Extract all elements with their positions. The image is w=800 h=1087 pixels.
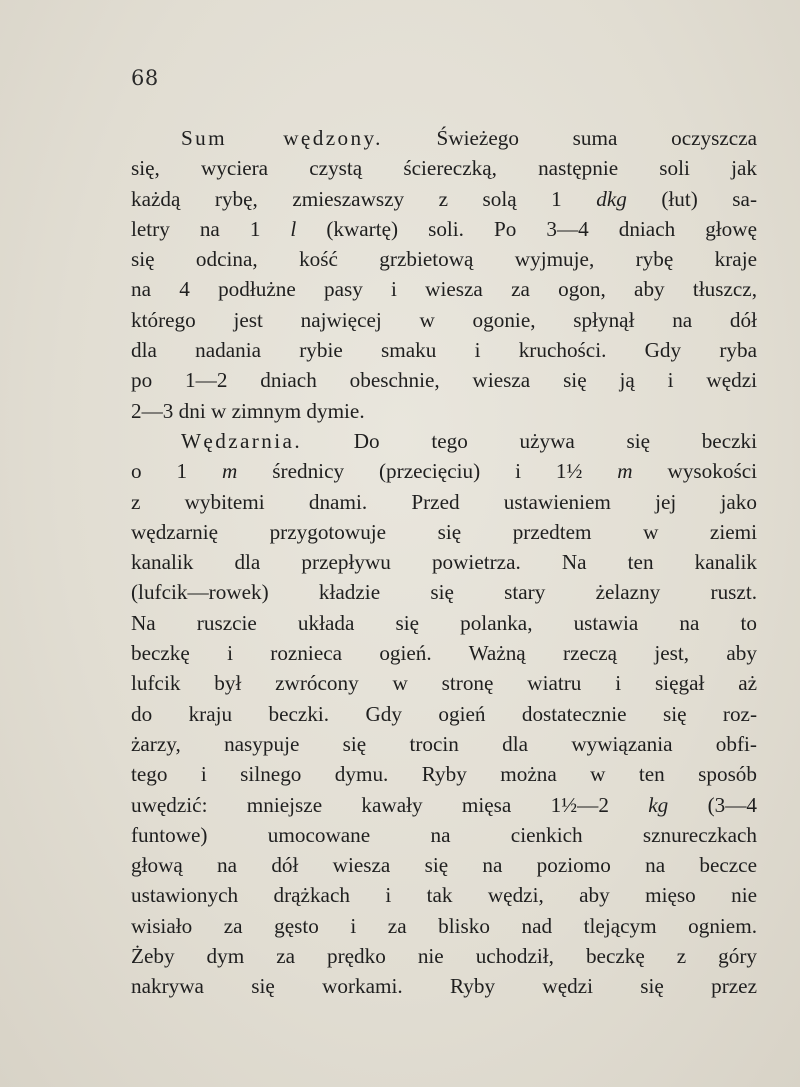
unit-italic: kg <box>648 792 669 817</box>
text-line: beczkę i roznieca ogień. Ważną rzeczą jest, aby <box>131 641 757 666</box>
text-line: funtowe) umocowane na cienkich sznureczkach <box>131 822 757 847</box>
text-line <box>131 426 757 456</box>
unit-italic: l <box>290 216 297 241</box>
text-line: Na ruszcie układa się polanka, ustawia na to <box>131 610 757 635</box>
text-segment: uwędzić: mniejsze kawały mięsa 1½—2 <box>131 792 649 817</box>
text-line: (lufcik—rowek) kładzie się stary żelazny ruszt. <box>131 580 757 605</box>
text-line: nakrywa się workami. Ryby wędzi się przez <box>131 974 757 999</box>
text-line <box>131 214 757 244</box>
page-number: 68 <box>131 66 159 90</box>
text-line: tego i silnego dymu. Ryby można w ten sposób <box>131 762 757 787</box>
text-line: Żeby dym za prędko nie uchodził, beczkę z góry <box>131 944 757 969</box>
text-line: po 1—2 dniach obeschnie, wiesza się ją i wędzi <box>131 368 757 393</box>
text-segment: średnicy (przecięciu) i 1½ <box>237 459 618 484</box>
text-line: 2—3 dni w zimnym dymie. <box>131 398 365 423</box>
text-line: ustawionych drążkach i tak wędzi, aby mięso nie <box>131 883 757 908</box>
text-line: z wybitemi dnami. Przed ustawieniem jej jako <box>131 489 757 514</box>
section-heading-wedzarnia: Wędzarnia. <box>181 428 303 453</box>
body-text <box>131 123 757 1002</box>
text-line <box>131 184 757 214</box>
text-line: wędzarnię przygotowuje się przedtem w ziemi <box>131 519 757 544</box>
text-line <box>131 456 757 486</box>
text-line: lufcik był zwrócony w stronę wiatru i sięgał aż <box>131 671 757 696</box>
text-line-content: Do tego używa się beczki <box>302 428 757 453</box>
text-segment: o 1 <box>131 459 223 484</box>
text-line: się, wyciera czystą ściereczką, następnie soli jak <box>131 156 757 181</box>
text-line: głową na dół wiesza się na poziomo na beczce <box>131 853 757 878</box>
text-line <box>131 123 757 153</box>
text-segment: letry na 1 <box>131 216 291 241</box>
text-segment: (kwartę) soli. Po 3—4 dniach głowę <box>296 216 757 241</box>
text-segment: (łut) sa- <box>626 186 758 211</box>
text-segment: wysokości <box>632 459 757 484</box>
text-segment: każdą rybę, zmieszawszy z solą 1 <box>131 186 597 211</box>
text-segment: (3—4 <box>668 792 757 817</box>
text-line <box>131 790 757 820</box>
text-line: którego jest najwięcej w ogonie, spłynął na dół <box>131 307 757 332</box>
section-heading-sum-wedzony: Sum wędzony. <box>181 126 383 150</box>
unit-italic: dkg <box>596 186 627 211</box>
text-line: dla nadania rybie smaku i kruchości. Gdy ryba <box>131 338 757 363</box>
unit-italic: m <box>617 459 633 484</box>
text-line: się odcina, kość grzbietową wyjmuje, rybę kraje <box>131 247 757 272</box>
text-line: żarzy, nasypuje się trocin dla wywiązania obfi- <box>131 731 757 756</box>
text-line-content: Świeżego suma oczyszcza <box>382 126 758 150</box>
text-line: do kraju beczki. Gdy ogień dostatecznie się roz- <box>131 701 757 726</box>
text-line: na 4 podłużne pasy i wiesza za ogon, aby tłuszcz, <box>131 277 757 302</box>
text-line: wisiało za gęsto i za blisko nad tlejącym ogniem. <box>131 913 757 938</box>
unit-italic: m <box>222 459 238 484</box>
text-line: kanalik dla przepływu powietrza. Na ten kanalik <box>131 550 757 575</box>
